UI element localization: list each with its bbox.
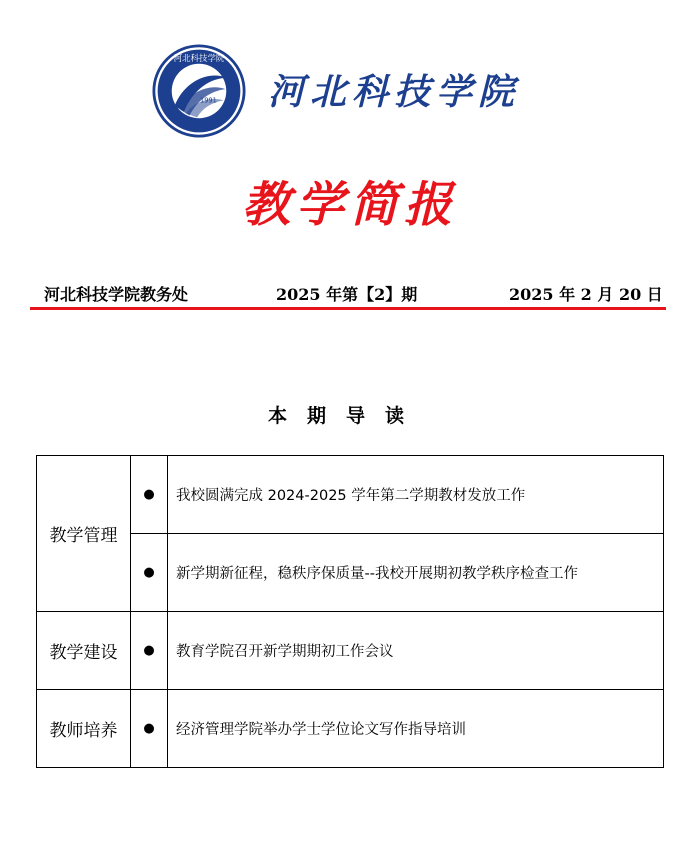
toc-item[interactable]: 教育学院召开新学期期初工作会议 bbox=[168, 612, 664, 690]
bullet-icon: ● bbox=[131, 456, 168, 534]
toc-title: 本期导读 bbox=[267, 405, 424, 427]
issuing-office: 河北科技学院教务处 bbox=[44, 285, 189, 304]
logo-ring-text: 河北科技学院 bbox=[173, 52, 225, 63]
school-name: 河北科技学院 bbox=[268, 71, 521, 113]
table-row bbox=[37, 612, 664, 690]
toc-item[interactable]: 新学期新征程，稳秩序保质量--我校开展期初教学秩序检查工作 bbox=[168, 534, 664, 612]
bulletin-title: 教学简报 bbox=[241, 177, 458, 233]
toc-item[interactable]: 经济管理学院举办学士学位论文写作指导培训 bbox=[168, 690, 664, 768]
table-row bbox=[37, 690, 664, 768]
category-teaching-construction: 教学建设 bbox=[37, 612, 131, 690]
bullet-icon: ● bbox=[131, 690, 168, 768]
category-teacher-training: 教师培养 bbox=[37, 690, 131, 768]
table-row bbox=[37, 456, 664, 534]
toc-item[interactable]: 我校圆满完成 2024-2025 学年第二学期教材发放工作 bbox=[168, 456, 664, 534]
school-logo bbox=[152, 44, 246, 138]
logo-year: 1991 bbox=[200, 96, 217, 105]
table-row bbox=[37, 534, 664, 612]
issue-date: 2025 年 2 月 20 日 bbox=[509, 285, 663, 304]
category-teaching-management: 教学管理 bbox=[37, 456, 131, 612]
issue-number: 2025 年第【2】期 bbox=[276, 285, 418, 304]
bullet-icon: ● bbox=[131, 612, 168, 690]
toc-table bbox=[36, 455, 664, 768]
bullet-icon: ● bbox=[131, 534, 168, 612]
header-divider bbox=[30, 307, 666, 310]
